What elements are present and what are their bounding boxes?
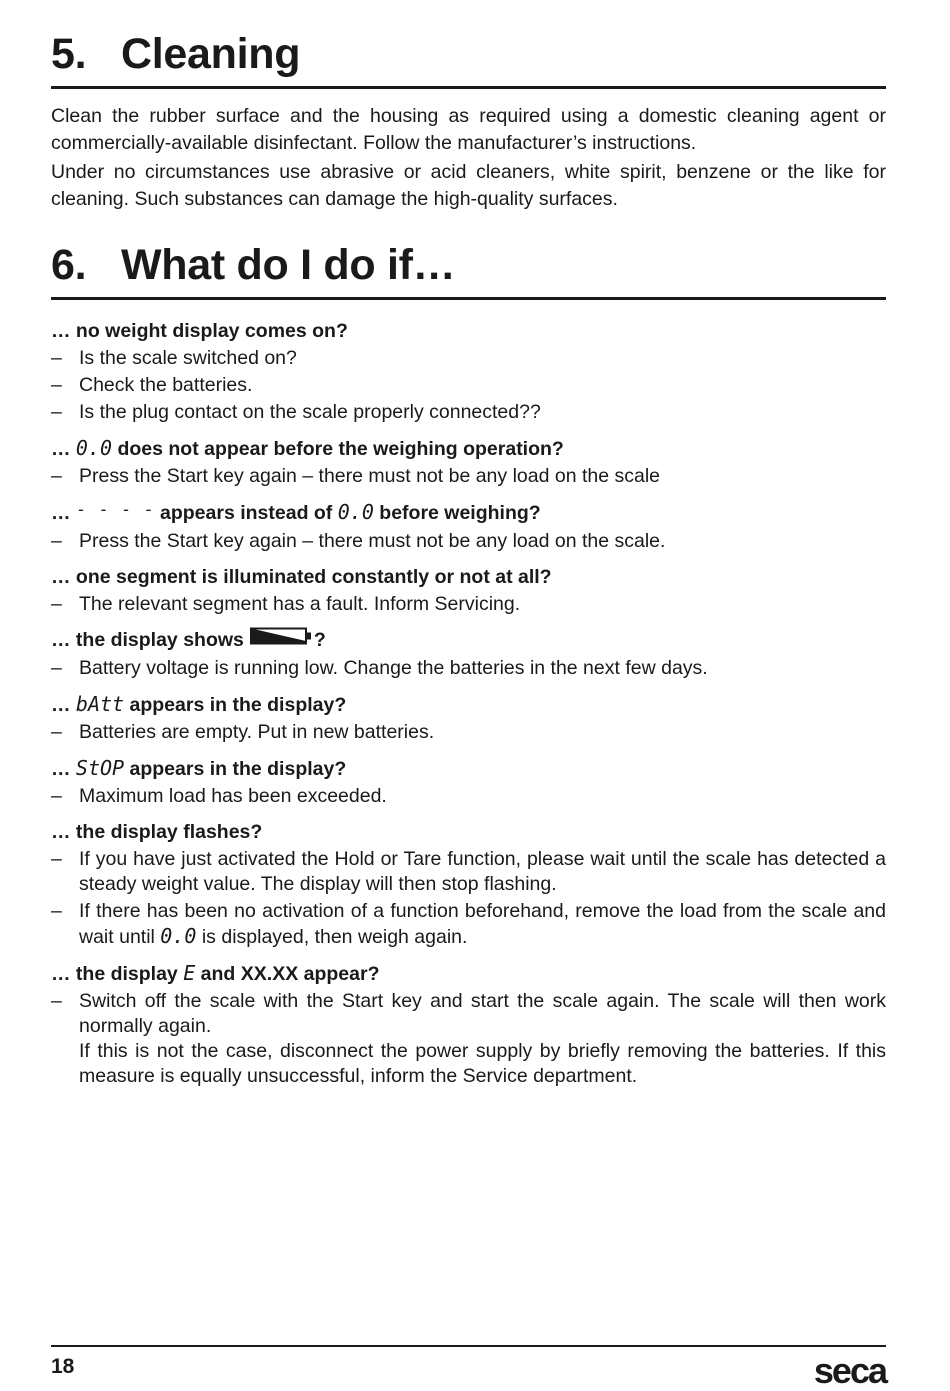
question-text: … xyxy=(51,502,71,524)
faq-list xyxy=(51,318,886,1089)
section-title: Cleaning xyxy=(121,30,301,78)
manual-page xyxy=(51,28,886,1091)
section-number: 5. xyxy=(51,30,87,78)
faq-item xyxy=(51,435,886,489)
faq-item xyxy=(51,627,886,681)
faq-item xyxy=(51,318,886,425)
answer-item xyxy=(51,592,886,617)
faq-question xyxy=(51,755,886,782)
dash-bullet: – xyxy=(51,347,62,369)
faq-item xyxy=(51,960,886,1089)
page-number: 18 xyxy=(51,1355,75,1378)
answer-text: Is the scale switched on? xyxy=(79,347,297,369)
faq-item xyxy=(51,819,886,950)
battery-low-icon xyxy=(250,626,312,652)
dash-bullet: – xyxy=(51,656,62,679)
section-6-heading xyxy=(51,239,886,300)
section-title: What do I do if… xyxy=(121,241,456,289)
question-text: ? xyxy=(313,629,326,651)
answer-text: If this is not the case, disconnect the power supply by briefly removing the batteries. If this measure is equally unsuccessful, inform the Service department. xyxy=(79,1039,886,1087)
segment-display-text: 0.0 xyxy=(337,500,374,524)
section-5-heading xyxy=(51,28,886,89)
segment-display-text: StOP xyxy=(75,755,125,780)
answer-text: Battery voltage is running low. Change the batteries in the next few days. xyxy=(79,656,708,679)
faq-answers xyxy=(51,989,886,1089)
question-text: … the display shows xyxy=(51,629,244,651)
question-text: … xyxy=(51,438,71,460)
paragraph: Clean the rubber surface and the housing as required using a domestic cleaning agent or commercially-available disinfectant. Follow the manufacturer’s instructions. xyxy=(51,105,886,154)
question-text: appears instead of xyxy=(160,502,333,524)
segment-display-text: E xyxy=(183,960,196,985)
question-text: appears in the display? xyxy=(129,693,347,716)
dash-bullet: – xyxy=(51,989,62,1012)
faq-answers xyxy=(51,346,886,425)
faq-question xyxy=(51,691,886,718)
answer-text: If there has been no activation of a function beforehand, remove the load from the scale and wait until xyxy=(79,899,886,948)
faq-question xyxy=(51,435,886,462)
faq-answers xyxy=(51,592,886,617)
dash-bullet: – xyxy=(51,401,62,423)
question-text: … the display xyxy=(51,962,178,985)
dash-bullet: – xyxy=(51,847,62,870)
answer-item xyxy=(51,464,886,489)
faq-question xyxy=(51,499,886,527)
section-number: 6. xyxy=(51,241,87,289)
section-5-body xyxy=(51,103,886,212)
answer-text: If you have just activated the Hold or Tare function, please wait until the scale has detected a steady weight value. The display will then stop flashing. xyxy=(79,847,886,895)
answer-text: Press the Start key again – there must not be any load on the scale xyxy=(79,465,661,487)
dash-bullet: – xyxy=(51,530,62,552)
faq-item xyxy=(51,691,886,745)
question-text: does not appear before the weighing operation? xyxy=(117,438,564,460)
question-text: … one segment is illuminated constantly or not at all? xyxy=(51,566,552,588)
answer-text: Is the plug contact on the scale properly connected?? xyxy=(79,401,541,423)
faq-answers xyxy=(51,529,886,554)
faq-question xyxy=(51,819,886,845)
answer-item xyxy=(51,720,886,745)
dash-bullet: – xyxy=(51,593,62,615)
question-text: and XX.XX appear? xyxy=(200,962,380,985)
faq-question xyxy=(51,564,886,590)
answer-item xyxy=(51,784,886,809)
segment-display-text: bAtt xyxy=(75,691,125,716)
question-text: before weighing? xyxy=(379,502,541,524)
dash-bullet: – xyxy=(51,784,62,807)
paragraph: Under no circumstances use abrasive or acid cleaners, white spirit, benzene or the like for cleaning. Such substances can damage the high-quality surfaces. xyxy=(51,161,886,210)
answer-text: is displayed, then weigh again. xyxy=(201,925,468,948)
seca-logo: seca xyxy=(813,1350,886,1391)
answer-text: The relevant segment has a fault. Inform Servicing. xyxy=(79,593,521,615)
dash-bullet: – xyxy=(51,374,62,396)
answer-item xyxy=(51,346,886,371)
dash-bullet: – xyxy=(51,899,62,922)
question-text: appears in the display? xyxy=(129,757,347,780)
answer-item xyxy=(51,529,886,554)
faq-item xyxy=(51,755,886,809)
faq-answers xyxy=(51,784,886,809)
faq-question xyxy=(51,627,886,654)
faq-question xyxy=(51,318,886,344)
segment-display-text: 0.0 xyxy=(160,923,197,948)
question-text: … no weight display comes on? xyxy=(51,320,348,342)
faq-item xyxy=(51,564,886,617)
segment-display-text: 0.0 xyxy=(75,436,113,460)
answer-text: Maximum load has been exceeded. xyxy=(79,784,387,807)
faq-answers xyxy=(51,720,886,745)
answer-text: Switch off the scale with the Start key and start the scale again. The scale will then work normally again. xyxy=(79,989,886,1037)
faq-answers xyxy=(51,464,886,489)
faq-answers xyxy=(51,847,886,950)
answer-item xyxy=(51,899,886,950)
dash-bullet: – xyxy=(51,720,62,743)
answer-text: Check the batteries. xyxy=(79,374,253,396)
answer-text: Press the Start key again – there must not be any load on the scale. xyxy=(79,530,666,552)
answer-text: Batteries are empty. Put in new batteries. xyxy=(79,720,435,743)
answer-item xyxy=(51,989,886,1089)
dash-bullet: – xyxy=(51,465,62,487)
question-text: … xyxy=(51,693,71,716)
answer-item xyxy=(51,373,886,398)
answer-item xyxy=(51,847,886,897)
faq-answers xyxy=(51,656,886,681)
answer-item xyxy=(51,400,886,425)
question-text: … the display flashes? xyxy=(51,820,263,843)
page-footer xyxy=(51,1345,886,1391)
answer-item xyxy=(51,656,886,681)
question-text: … xyxy=(51,757,71,780)
segment-dashes: - - - - xyxy=(75,500,155,520)
faq-question xyxy=(51,960,886,987)
faq-item xyxy=(51,499,886,554)
